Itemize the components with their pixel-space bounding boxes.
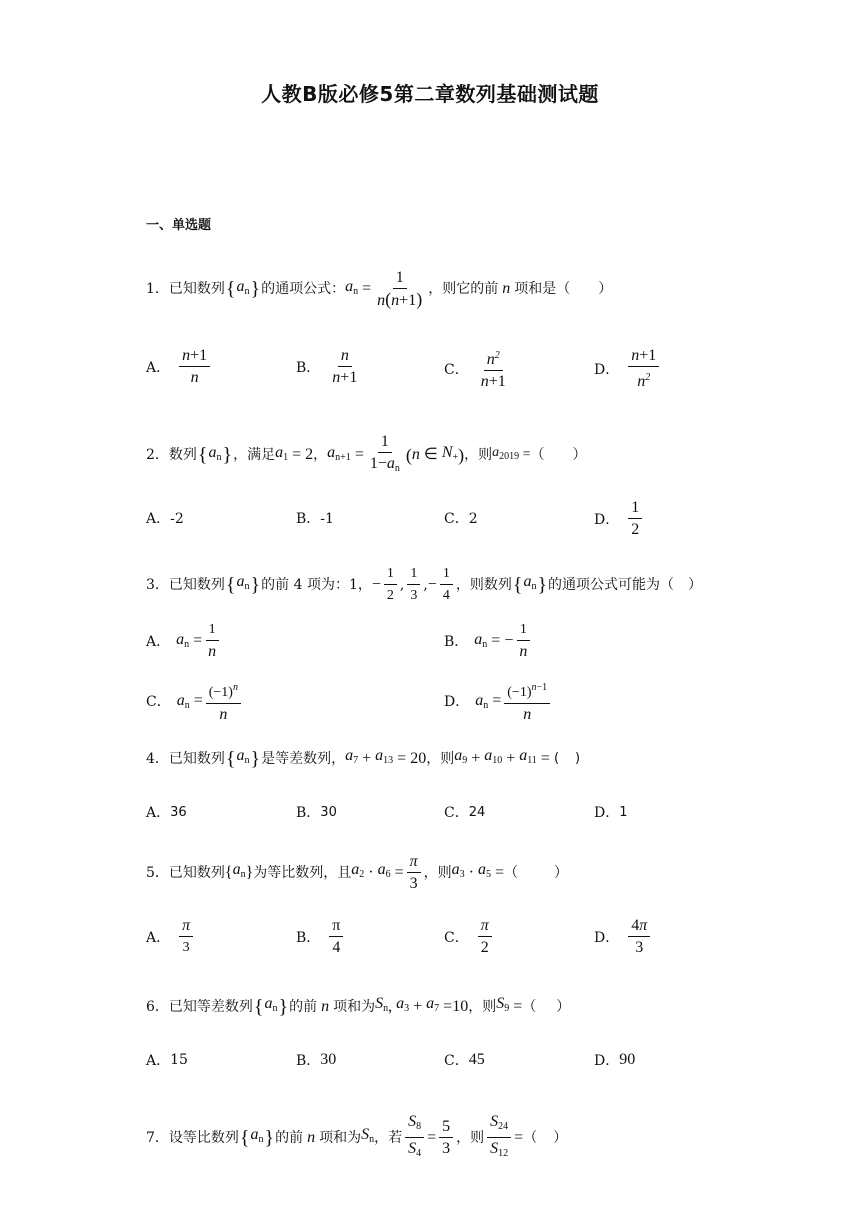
q1-option-b[interactable]: B． $\frac{n}{n+1}$ xyxy=(296,347,358,386)
section-heading: 一、单选题 xyxy=(146,218,212,233)
q5-option-a[interactable]: A． $\frac{\pi}{3}$ xyxy=(146,916,196,957)
q1-option-c[interactable]: C． $\frac{n^2}{n+1}$ xyxy=(444,346,512,391)
q5-option-b[interactable]: B． $\frac{\pi}{4}$ xyxy=(296,916,346,957)
q3-option-d[interactable]: D． $a_n$ = $\frac{(-1)^{n-1}}{n}$ xyxy=(444,678,553,724)
q3-option-a[interactable]: A． $a_n$ = $\frac{1}{n}$ xyxy=(146,620,222,661)
question-6: 6． 已知等差数列 { $a_n$ } 的前 n 项和为 $S_n$ , $a_3$ + $a_7$ =10 ，则 $S_9$ = （ ） xyxy=(146,995,571,1018)
q6-option-a[interactable]: A． 15 xyxy=(146,1052,188,1069)
q2-option-c[interactable]: C．2 xyxy=(444,511,478,527)
q1-option-d[interactable]: D． $\frac{n+1}{n^2}$ xyxy=(594,346,662,391)
q6-option-d[interactable]: D． 90 xyxy=(594,1051,636,1069)
q4-option-d[interactable]: D． 1 xyxy=(594,804,628,821)
doc-title: 人教B版必修5第二章数列基础测试题 xyxy=(261,82,599,106)
q5-option-d[interactable]: D． $\frac{4\pi}{3}$ xyxy=(594,916,653,957)
question-5: 5． 已知数列 { $a_n$ } 为等比数列，且 $a_2$ · $a_6$ = $\frac{\pi}{3}$ ，则 $a_3$ · $a_5$ = （ ） xyxy=(146,853,569,892)
q1-option-a[interactable]: A． $\frac{n+1}{n}$ xyxy=(146,346,213,387)
q4-option-b[interactable]: B． 30 xyxy=(296,804,337,821)
q2-option-b[interactable]: B．-1 xyxy=(296,511,334,527)
q5-option-c[interactable]: C． $\frac{\pi}{2}$ xyxy=(444,916,495,957)
q4-option-c[interactable]: C． 24 xyxy=(444,804,486,821)
question-7: 7． 设等比数列 { $a_n$ } 的前 n 项和为 $S_n$ ，若 $\frac{S_8}{S_4}$ = $\frac{5}{3}$ ，则 $\frac{S_{24}}{S_{12}}$ = （ ） xyxy=(146,1113,568,1159)
q2-option-d[interactable]: D． $\frac{1}{2}$ xyxy=(594,498,645,539)
q2-option-a[interactable]: A．-2 xyxy=(146,511,184,527)
q4-option-a[interactable]: A． 36 xyxy=(146,804,187,821)
question-4: 4． 已知数列 { $a_n$ } 是等差数列， $a_7$ + $a_{13}$ = 20 ，则 $a_9$ + $a_{10}$ + $a_{11}$ = ( ) xyxy=(146,747,581,770)
q3-option-c[interactable]: C． $a_n$ = $\frac{(-1)^n}{n}$ xyxy=(146,678,244,724)
question-2: 2． 数列 { $a_n$ } ，满足 $a_1$ = 2 ， $a_{n+1}$ = $\frac{1}{1-a_n}$ ( n ∈ $N_+$ ) ，则 $a_{2019}$ = （ ） xyxy=(146,433,587,474)
question-3: 3． 已知数列 { $a_n$ } 的前 4 项为：1， − $\frac{1}{2}$ , $\frac{1}{3}$ , − $\frac{1}{4}$ ，则数列 { $a_n$ } 的通项公式可能为（ ） xyxy=(146,566,703,603)
q6-option-c[interactable]: C． 45 xyxy=(444,1051,485,1069)
q6-option-b[interactable]: B． 30 xyxy=(296,1051,337,1069)
question-1: 1． 已知数列 { $a_n$ } 的通项公式： $a_n$ = $\frac{1}{n(n+1)}$ ，则它的前 n 项和是（ ） xyxy=(146,269,613,309)
q3-option-b[interactable]: B． $a_n$ = − $\frac{1}{n}$ xyxy=(444,620,533,661)
